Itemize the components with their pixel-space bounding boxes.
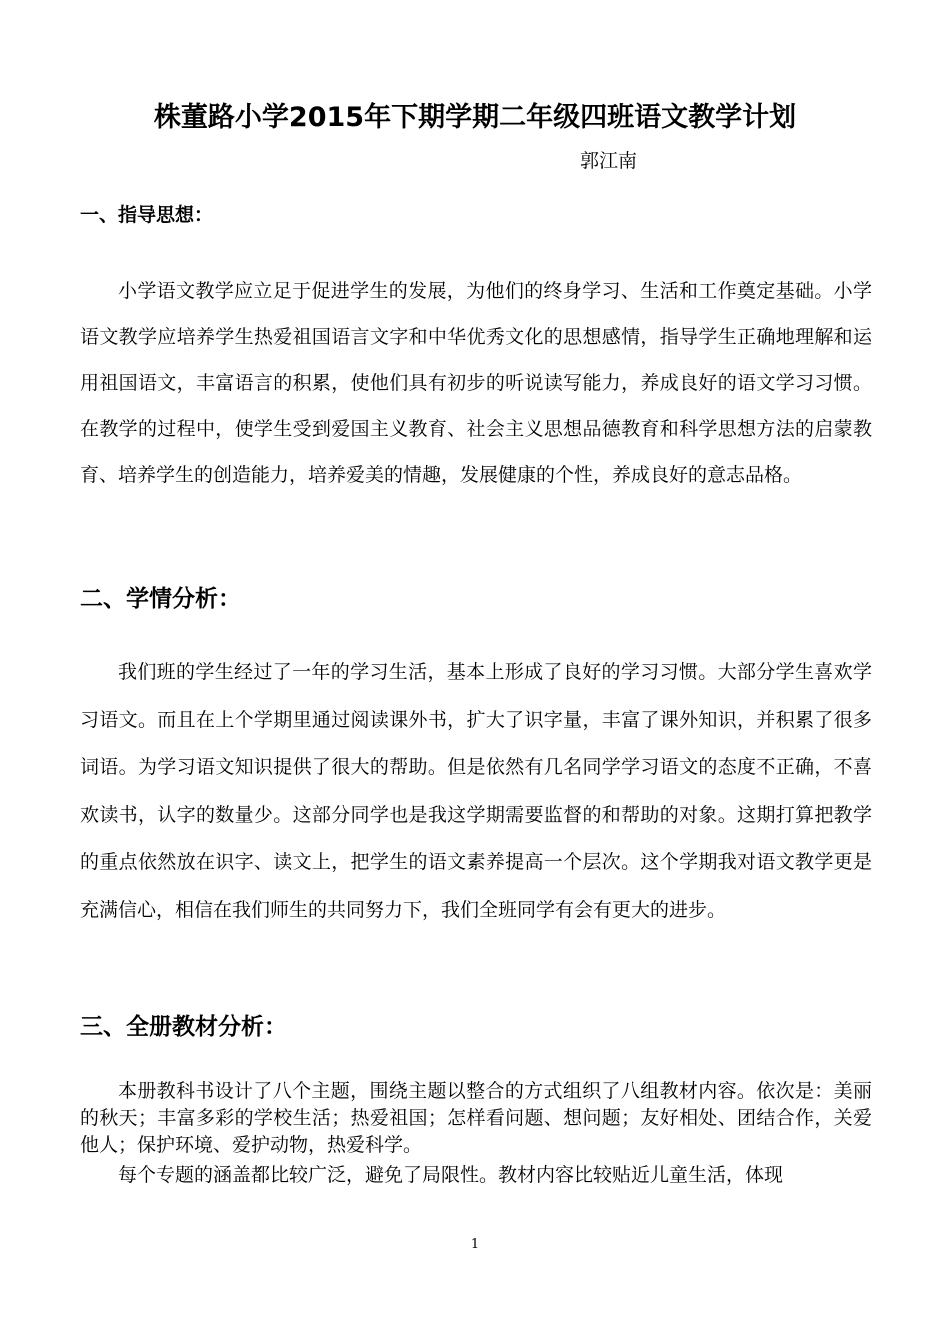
section-paragraph-student-analysis: 我们班的学生经过了一年的学习生活，基本上形成了良好的学习习惯。大部分学生喜欢学习语文。而且在上个学期里通过阅读课外书，扩大了识字量，丰富了课外知识，并积累了很多词语。为学习语文知识提供了很大的帮助。但是依然有几名同学学习语文的态度不正确，不喜欢读书，认字的数量少。这部分同学也是我这学期需要监督的和帮助的对象。这期打算把教学的重点依然放在识字、读文上，把学生的语文素养提高一个层次。这个学期我对语文教学更是充满信心，相信在我们师生的共同努力下，我们全班同学有会有更大的进步。 bbox=[80, 661, 872, 921]
section-heading-guiding-ideology: 一、指导思想： bbox=[80, 204, 214, 226]
section-paragraph-textbook-themes: 本册教科书设计了八个主题，围绕主题以整合的方式组织了八组教材内容。依次是：美丽的秋天；丰富多彩的学校生活；热爱祖国；怎样看问题、想问题；友好相处、团结合作，关爱他人；保护环境、爱护动物，热爱科学。 bbox=[80, 1080, 872, 1156]
section-paragraph-guiding-ideology: 小学语文教学应立足于促进学生的发展，为他们的终身学习、生活和工作奠定基础。小学语文教学应培养学生热爱祖国语言文字和中华优秀文化的思想感情，指导学生正确地理解和运用祖国语文，丰富语言的积累，使他们具有初步的听说读写能力，养成良好的语文学习习惯。在教学的过程中，使学生受到爱国主义教育、社会主义思想品德教育和科学思想方法的启蒙教育、培养学生的创造能力，培养爱美的情趣，发展健康的个性，养成良好的意志品格。 bbox=[80, 280, 872, 486]
section-paragraph-textbook-coverage: 每个专题的涵盖都比较广泛，避免了局限性。教材内容比较贴近儿童生活，体现 bbox=[118, 1164, 784, 1186]
document-title: 株董路小学2015年下期学期二年级四班语文教学计划 bbox=[153, 102, 797, 133]
author-name: 郭江南 bbox=[580, 150, 638, 172]
page-number: 1 bbox=[470, 1237, 480, 1252]
section-heading-textbook-analysis: 三、全册教材分析： bbox=[80, 1014, 287, 1040]
section-heading-student-analysis: 二、学情分析： bbox=[80, 586, 241, 612]
